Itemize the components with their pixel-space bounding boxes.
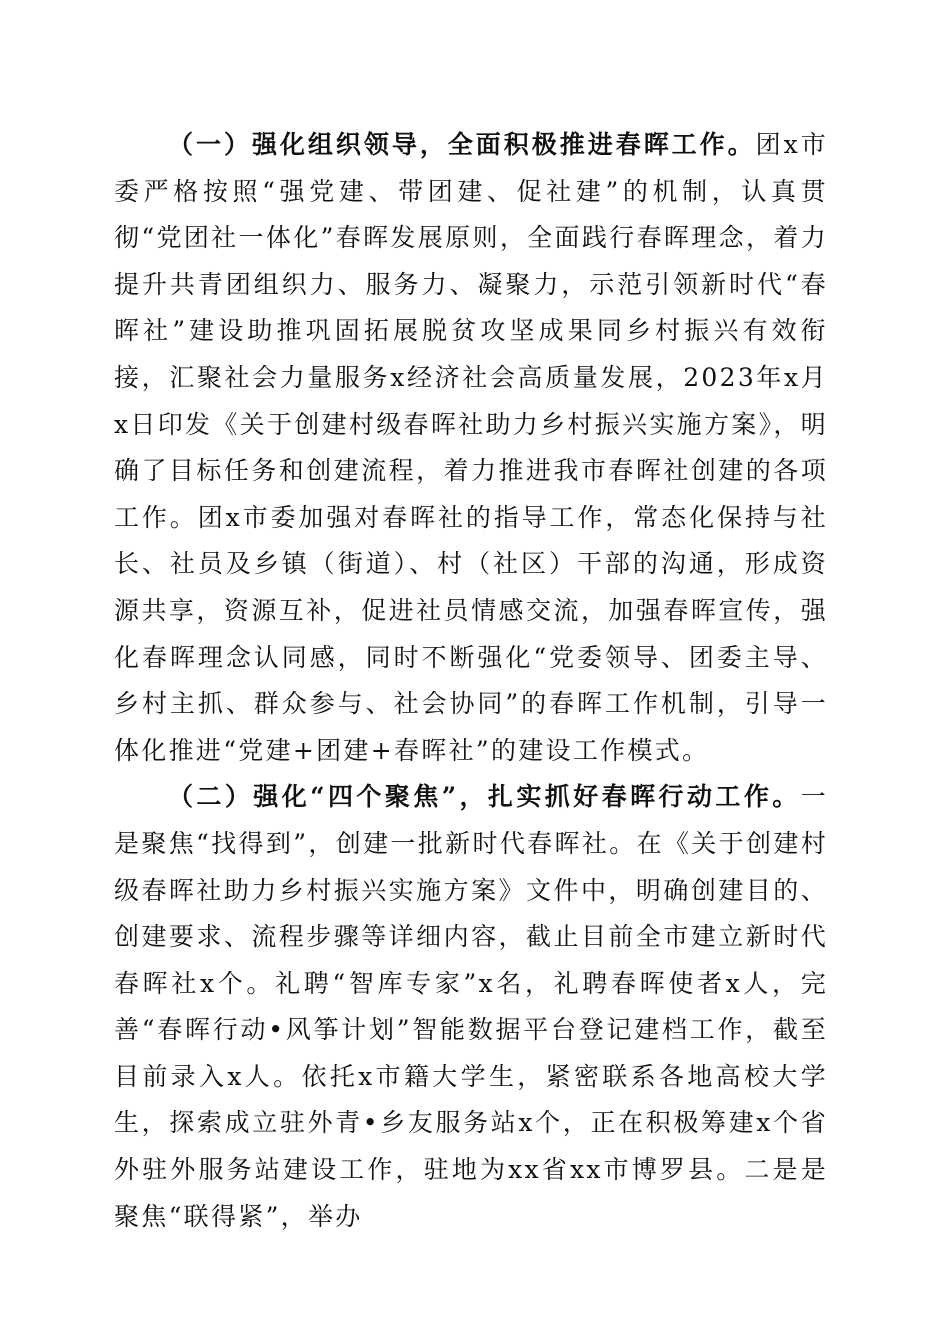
document-page	[114, 122, 828, 1240]
paragraph-body: 一是聚焦“找得到”，创建一批新时代春晖社。在《关于创建村级春晖社助力乡村振兴实施方案》文件中，明确创建目的、创建要求、流程步骤等详细内容，截止目前全市建立新时代春晖社x个。礼聘“智库专家”x名，礼聘春晖使者x人，完善“春晖行动•风筝计划”智能数据平台登记建档工作，截至目前录入x人。依托x市籍大学生，紧密联系各地高校大学生，探索成立驻外青•乡友服务站x个，正在积极筹建x个省外驻外服务站建设工作，驻地为xx省xx市博罗县。二是是聚焦“联得紧”，举办	[114, 782, 828, 1231]
paragraph-heading: （一）强化组织领导，全面积极推进春晖工作。	[168, 130, 756, 159]
paragraph-four-focuses	[114, 774, 828, 1240]
paragraph-heading: （二）强化“四个聚焦”，扎实抓好春晖行动工作。	[168, 782, 801, 812]
paragraph-body: 团x市委严格按照“强党建、带团建、促社建”的机制，认真贯彻“党团社一体化”春晖发展原则，全面践行春晖理念，着力提升共青团组织力、服务力、凝聚力，示范引领新时代“春晖社”建设助推巩固拓展脱贫攻坚成果同乡村振兴有效衔接，汇聚社会力量服务x经济社会高质量发展，2023年x月x日印发《关于创建村级春晖社助力乡村振兴实施方案》，明确了目标任务和创建流程，着力推进我市春晖社创建的各项工作。团x市委加强对春晖社的指导工作，常态化保持与社长、社员及乡镇（街道）、村（社区）干部的沟通，形成资源共享，资源互补，促进社员情感交流，加强春晖宣传，强化春晖理念认同感，同时不断强化“党委领导、团委主导、乡村主抓、群众参与、社会协同”的春晖工作机制，引导一体化推进“党建+团建+春晖社”的建设工作模式。	[114, 130, 828, 765]
paragraph-organization-leadership	[114, 122, 828, 774]
